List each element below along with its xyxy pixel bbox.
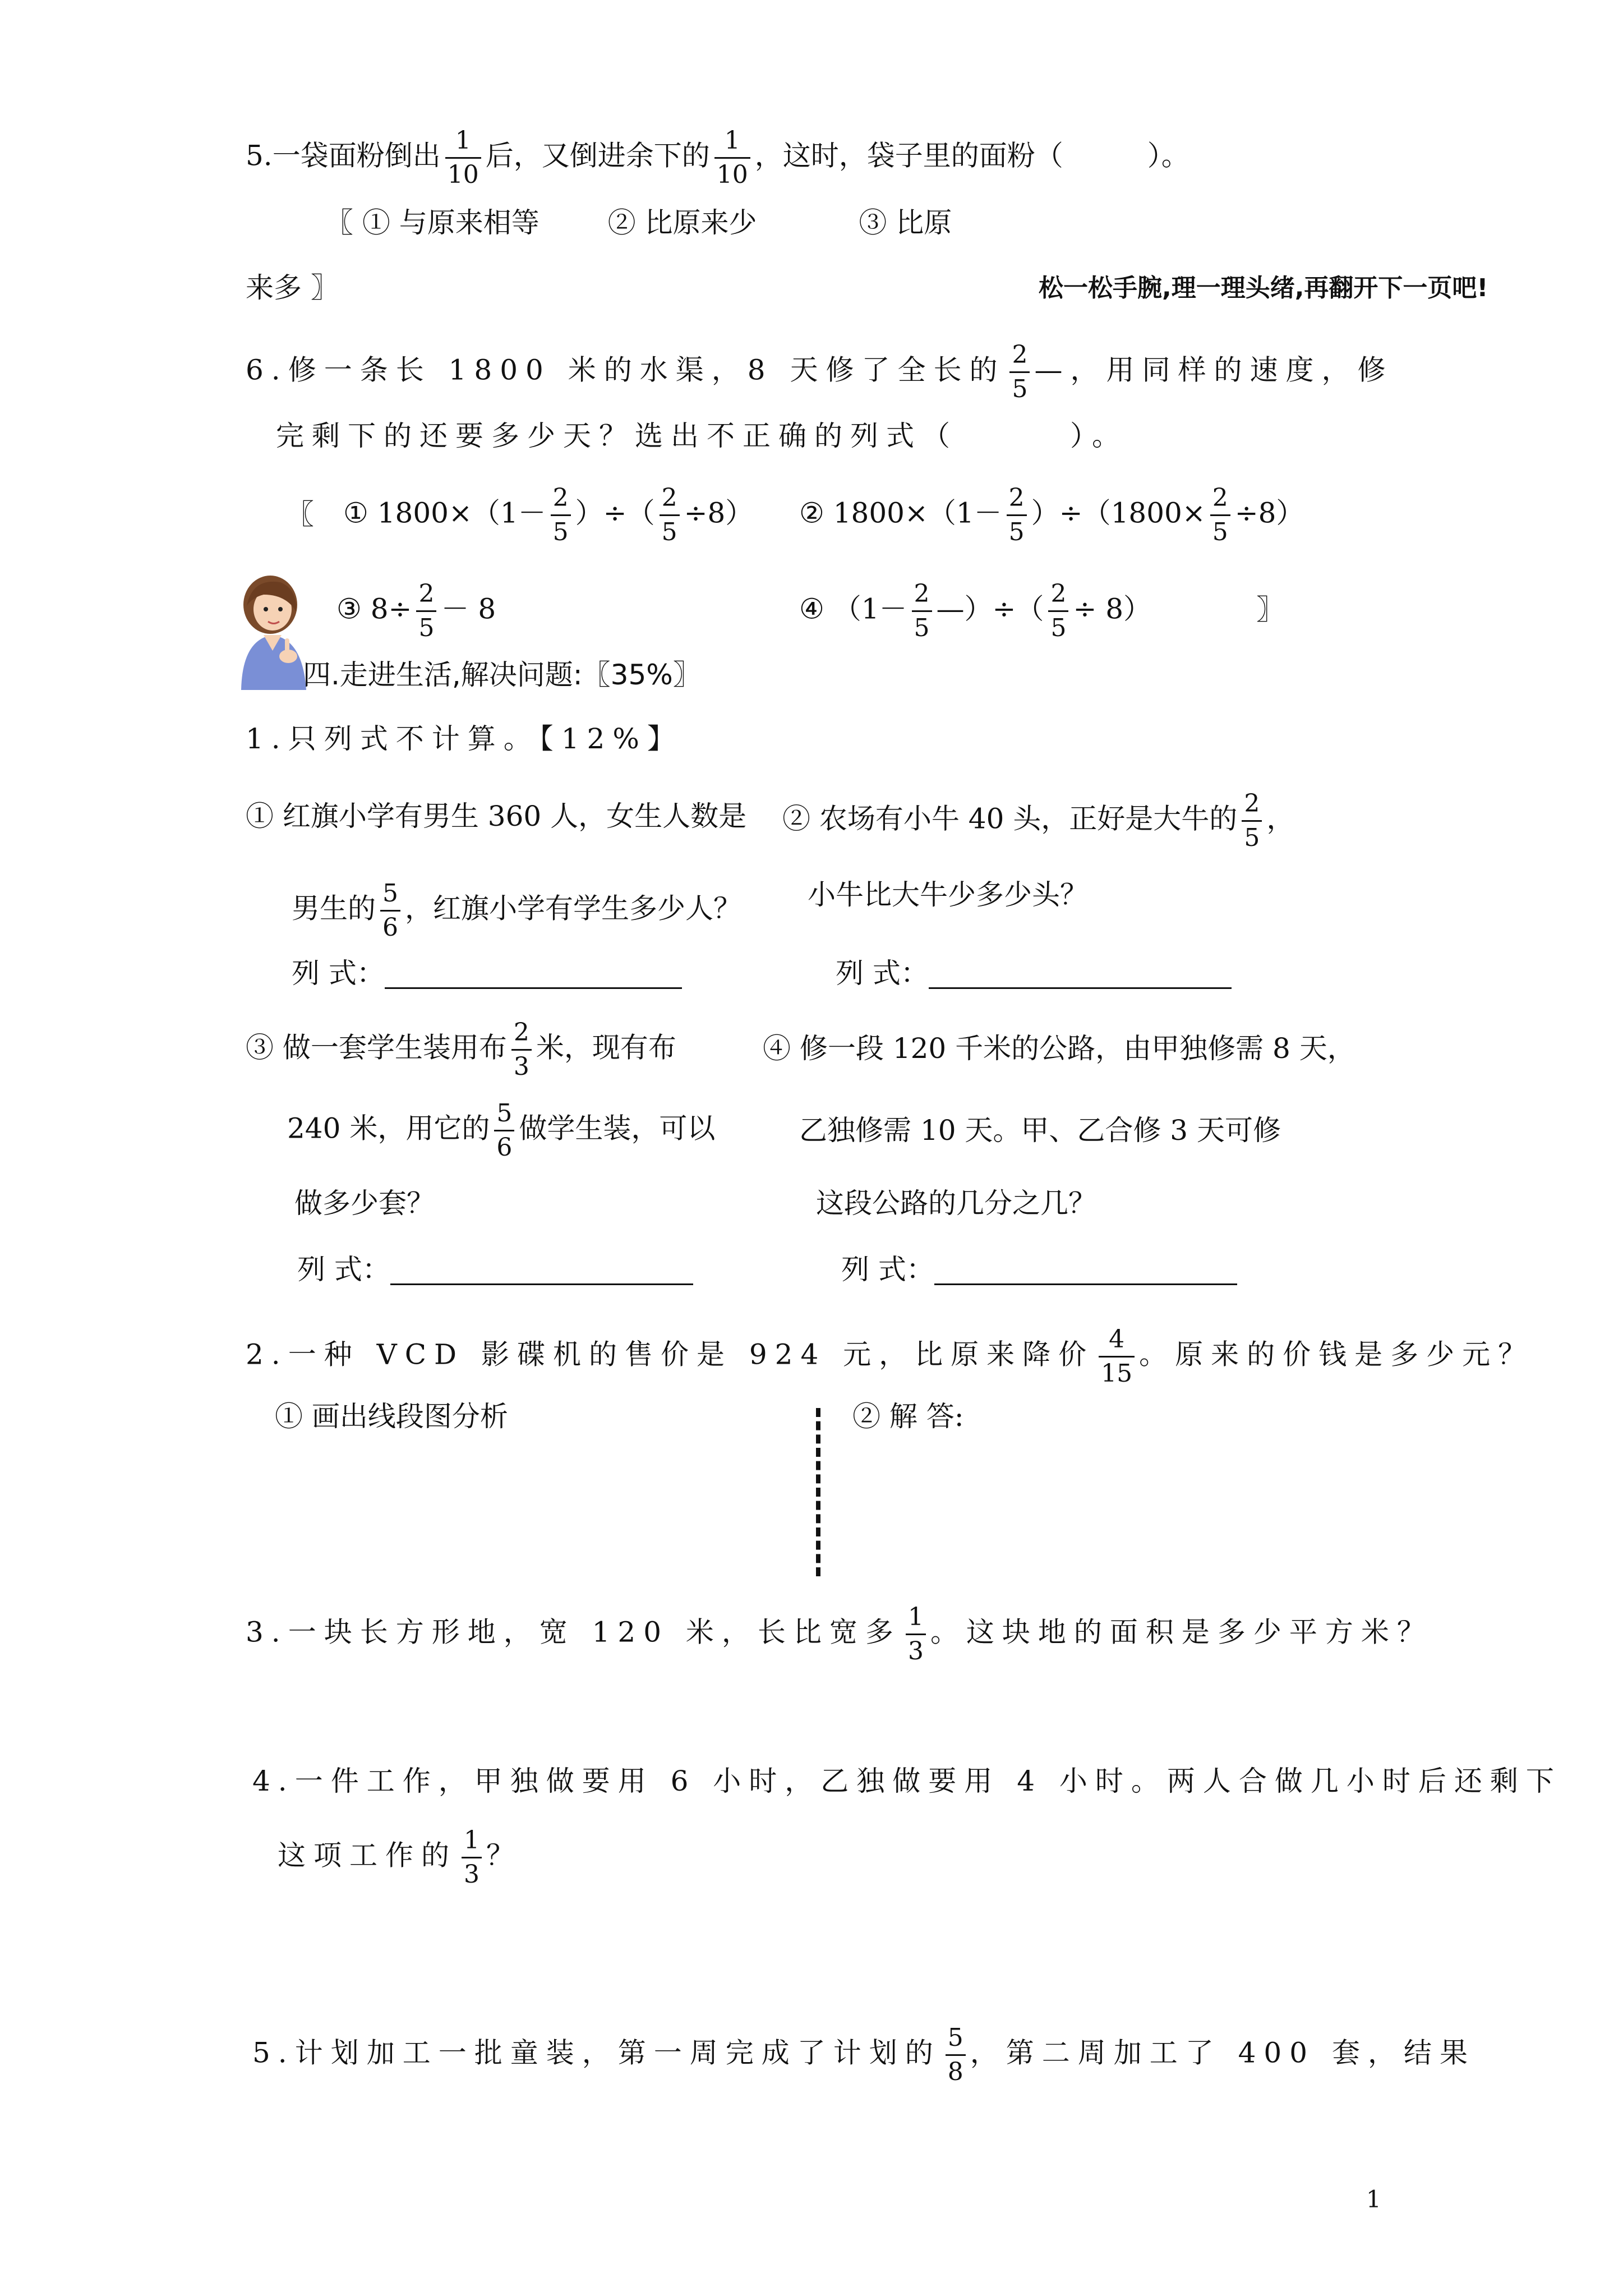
q6-line1 [246,342,1393,402]
s1-problem-2-line2: 小牛比大牛少多少头？ [808,878,1088,911]
fraction: $\frac{2}{5}$ [1009,342,1030,402]
s1-problem-1-line2: 男生的 $\frac{5}{6}$ ，红旗小学有学生多少人？ [292,879,741,942]
q5-options-line2: 来多 〗 [246,272,339,304]
s1-problem-3-line3: 做多少套？ [294,1187,435,1220]
q6-option-2: ② 1800×（1－ $\frac{2}{5}$ ）÷（1800× $\frac{2}{5}$ ÷8） [799,484,1304,547]
formula-blank[interactable] [934,1255,1237,1285]
s1-problem-4-line1: ④ 修一段 120 千米的公路，由甲独修需 8 天， [763,1032,1355,1065]
s4-line2: 这项工作的 $\frac{1}{3}$ ？ [278,1826,522,1889]
s1-problem-4-line3: 这段公路的几分之几？ [816,1187,1096,1220]
q6-close-bracket: 〗 [1256,593,1284,626]
s1-problem-2-line1: ② 农场有小牛 40 头，正好是大牛的 $\frac{2}{5}$ ， [782,789,1295,853]
page-number: 1 [1366,2185,1381,2213]
q5-text-3: ，这时，袋子里的面粉（ [754,139,1063,172]
fraction: $\frac{1}{10}$ [445,128,481,188]
q5-text-2: 后，又倒进余下的 [485,139,710,172]
s5-line1: 5.计划加工一批童装，第一周完成了计划的 $\frac{5}{8}$ ，第二周加工了 400 套，结果 [252,2023,1476,2087]
formula-blank[interactable] [929,959,1232,989]
q5-option-2: ② 比原来少 [607,206,757,239]
q6-line2 [276,422,1128,450]
s4-line1: 4.一件工作，甲独做要用 6 小时，乙独做要用 4 小时。两人合做几小时后还剩下 [252,1765,1562,1797]
q5-line1 [246,128,1189,188]
q6-option-4: ④ （1－ $\frac{2}{5}$ —）÷（ $\frac{2}{5}$ ÷ 8） [799,579,1152,643]
s1-problem-3-line1: ③ 做一套学生装用布 $\frac{2}{3}$ 米，现有布 [246,1018,676,1082]
section-heading: 四.走进生活,解决问题:〖35%〗 [303,659,701,691]
s2-left-label: ① 画出线段图分析 [275,1400,508,1433]
s1-problem-3-line2: 240 米，用它的 $\frac{5}{6}$ 做学生装，可以 [287,1099,716,1162]
s2-line1: 2.一种 VCD 影碟机的售价是 924 元，比原来降价 $\frac{4}{15}$ 。原来的价钱是多少元？ [246,1325,1534,1388]
s1-problem-1-formula: 列 式： [292,959,682,989]
teacher-illustration [230,572,314,690]
q6-text-2: —，用同样的速度，修 [1034,353,1394,386]
q5-text-4: ）。 [1147,139,1189,172]
side-note: 松一松手腕,理一理头绪,再翻开下一页吧! [1039,274,1488,302]
formula-blank[interactable] [385,959,682,989]
s1-problem-3-formula: 列 式： [297,1255,693,1285]
fraction: $\frac{1}{10}$ [714,128,750,188]
q5-option-1: 〖 ① 与原来相等 [325,206,540,239]
q6-text-1: 6.修一条长 1800 米的水渠，8 天修了全长的 [246,353,1006,386]
s3-line1: 3.一块长方形地，宽 120 米，长比宽多 $\frac{1}{3}$ 。这块地的面积是多少平方米？ [246,1603,1433,1666]
s1-problem-2-formula: 列 式： [836,959,1232,989]
q6-text-3: 完剩下的还要多少天？选出不正确的列式（ [276,420,958,452]
q5-options-line [325,206,952,239]
q5-option-3: ③ 比原 [859,206,952,239]
q5-text-1: 5.一袋面粉倒出 [246,139,441,172]
s1-problem-1-line1: ① 红旗小学有男生 360 人，女生人数是 [246,800,747,832]
q6-text-4: ）。 [1070,420,1128,452]
divider-dashed-line [816,1408,820,1576]
formula-blank[interactable] [390,1255,693,1285]
s1-problem-4-line2: 乙独修需 10 天。甲、乙合修 3 天可修 [799,1114,1281,1147]
s1-problem-4-formula: 列 式： [841,1255,1237,1285]
q6-option-3: ③ 8÷ $\frac{2}{5}$ － 8 [336,579,496,643]
q6-option-1: ① 1800×（1－ $\frac{2}{5}$ ）÷（ $\frac{2}{5}$ ÷8） [343,484,754,547]
q6-open-bracket: 〖 [286,498,314,531]
s1-title: 1.只列式不计算。【12%】 [246,723,683,755]
s2-right-label: ② 解 答: [852,1400,964,1433]
